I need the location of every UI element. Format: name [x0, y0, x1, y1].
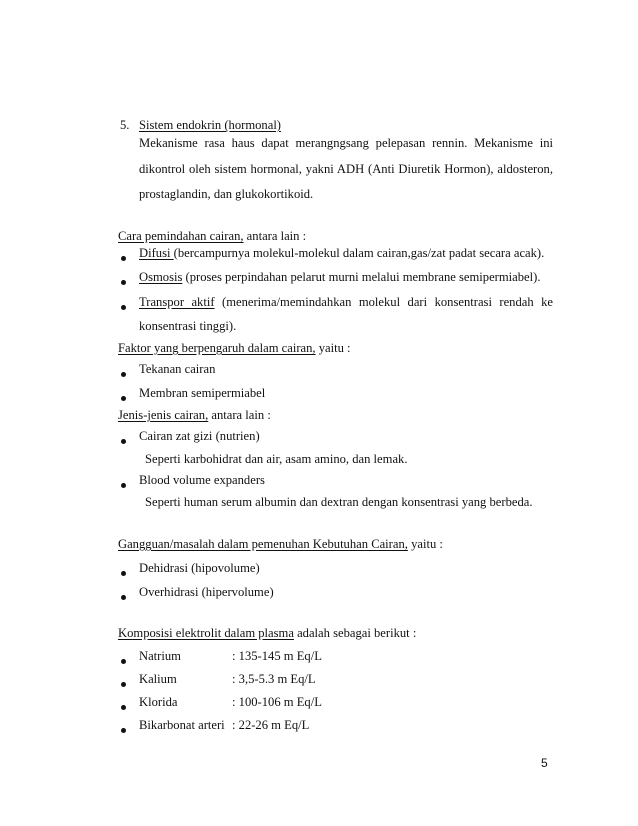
electrolyte-value: : 22-26 m Eq/L [232, 718, 310, 732]
electrolyte-name: Bikarbonat arteri [139, 718, 225, 732]
bullet-dot-icon [121, 280, 126, 285]
list-item-detail: Seperti karbohidrat dan air, asam amino, dan lemak. [145, 452, 408, 466]
electrolyte-name: Klorida [139, 695, 178, 709]
cara-heading: Cara pemindahan cairan, antara lain : [118, 229, 307, 243]
bullet [121, 675, 126, 691]
section-paragraph-line: Mekanisme rasa haus dapat merangngsang pelepasan rennin. Mekanisme ini [139, 136, 553, 150]
bullet-dot-icon [121, 396, 126, 401]
bullet-dot-icon [121, 728, 126, 733]
bullet [121, 652, 126, 668]
faktor-heading: Faktor yang berpengaruh dalam cairan, yaitu : [118, 341, 351, 355]
bullet-dot-icon [121, 256, 126, 261]
list-item: Cairan zat gizi (nutrien) [139, 429, 260, 443]
bullet [121, 721, 126, 737]
bullet [121, 365, 126, 381]
gangguan-heading: Gangguan/masalah dalam pemenuhan Kebutuhan Cairan, yaitu : [118, 537, 443, 551]
bullet [121, 298, 126, 314]
bullet-dot-icon [121, 705, 126, 710]
electrolyte-value: : 100-106 m Eq/L [232, 695, 322, 709]
section-heading: Sistem endokrin (hormonal) [139, 118, 282, 132]
bullet-dot-icon [121, 571, 126, 576]
list-item: Overhidrasi (hipervolume) [139, 585, 274, 599]
bullet [121, 476, 126, 492]
bullet-dot-icon [121, 372, 126, 377]
electrolyte-value: : 3,5-5.3 m Eq/L [232, 672, 316, 686]
list-item: Osmosis (proses perpindahan pelarut murni melalui membrane semipermiabel). [139, 270, 541, 284]
bullet [121, 698, 126, 714]
section-paragraph-line: prostaglandin, dan glukokortikoid. [139, 187, 314, 201]
bullet [121, 389, 126, 405]
page-number: 5 [541, 756, 548, 770]
bullet-dot-icon [121, 682, 126, 687]
list-item-detail: Seperti human serum albumin dan dextran dengan konsentrasi yang berbeda. [145, 495, 533, 509]
bullet-dot-icon [121, 439, 126, 444]
electrolyte-name: Kalium [139, 672, 177, 686]
electrolyte-name: Natrium [139, 649, 181, 663]
list-item: Membran semipermiabel [139, 386, 266, 400]
list-item-continuation: konsentrasi tinggi). [139, 319, 237, 333]
bullet-dot-icon [121, 595, 126, 600]
list-item: Tekanan cairan [139, 362, 216, 376]
komposisi-heading: Komposisi elektrolit dalam plasma adalah sebagai berikut : [118, 626, 417, 640]
bullet-dot-icon [121, 659, 126, 664]
jenis-heading: Jenis-jenis cairan, antara lain : [118, 408, 271, 422]
list-item: Difusi (bercampurnya molekul-molekul dalam cairan,gas/zat padat secara acak). [139, 246, 545, 260]
section-paragraph-line: dikontrol oleh sistem hormonal, yakni ADH (Anti Diuretik Hormon), aldosteron, [139, 162, 553, 176]
bullet [121, 273, 126, 289]
bullet-dot-icon [121, 305, 126, 310]
section-number: 5. [120, 118, 130, 132]
bullet [121, 564, 126, 580]
bullet [121, 432, 126, 448]
list-item: Dehidrasi (hipovolume) [139, 561, 260, 575]
bullet-dot-icon [121, 483, 126, 488]
bullet [121, 249, 126, 265]
bullet [121, 588, 126, 604]
list-item: Transpor aktif (menerima/memindahkan molekul dari konsentrasi rendah ke [139, 295, 553, 309]
list-item: Blood volume expanders [139, 473, 265, 487]
electrolyte-value: : 135-145 m Eq/L [232, 649, 322, 663]
